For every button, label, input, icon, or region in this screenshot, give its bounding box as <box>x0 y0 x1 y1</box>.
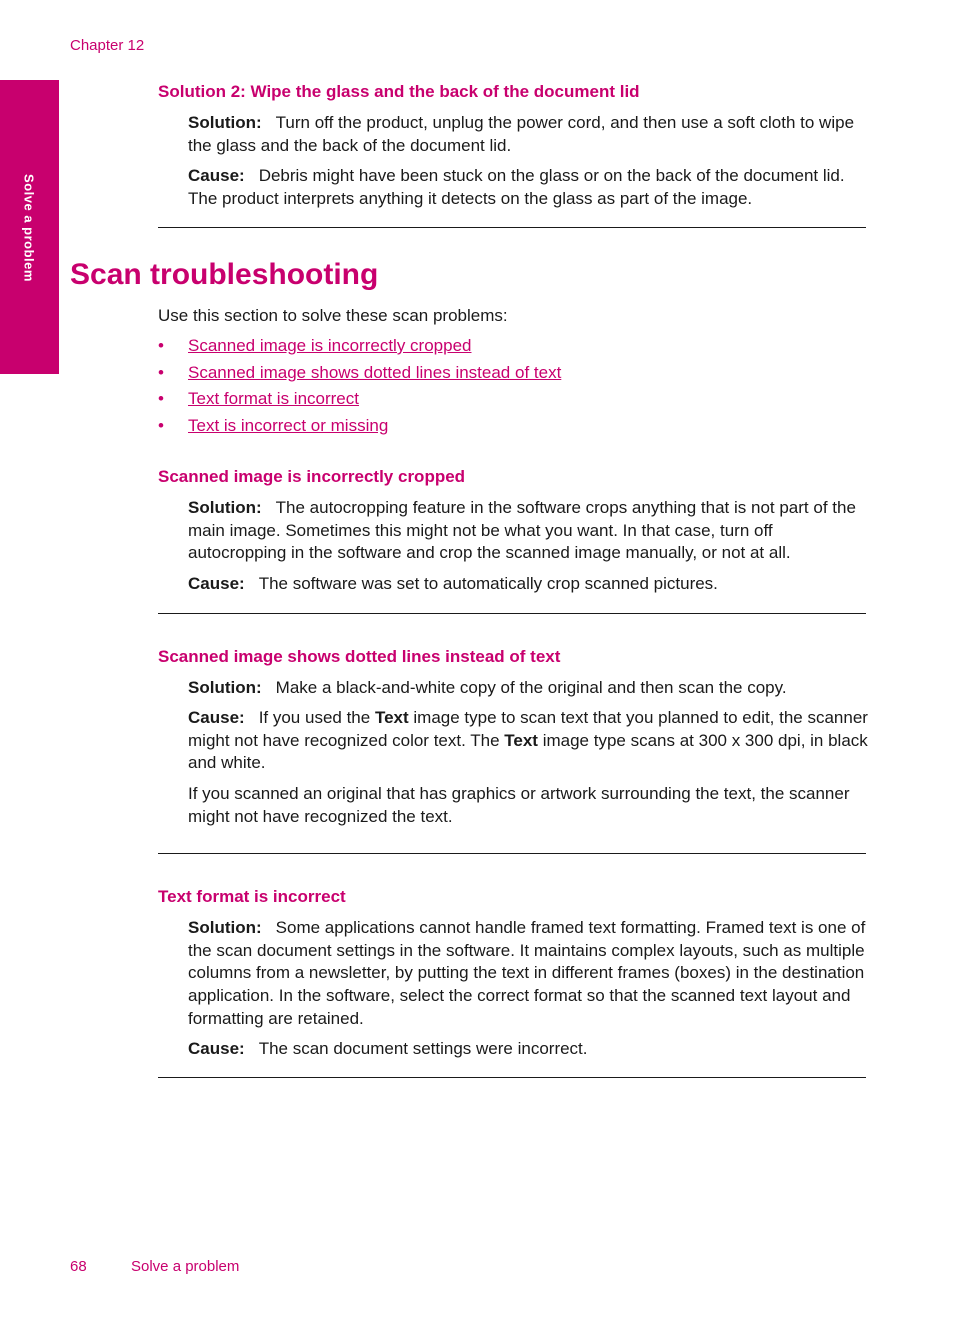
solution-label: Solution: <box>188 918 262 937</box>
dotted-solution <box>188 677 868 700</box>
section-divider <box>158 227 866 228</box>
solution-label: Solution: <box>188 678 262 697</box>
cause-label: Cause: <box>188 1039 245 1058</box>
cause-label: Cause: <box>188 166 245 185</box>
bullet-icon: • <box>158 362 164 382</box>
text-keyword: Text <box>374 708 409 727</box>
section-divider <box>158 1077 866 1078</box>
solution2-solution <box>188 112 868 157</box>
dotted-cause <box>188 707 868 775</box>
link-dotted-lines[interactable]: Scanned image shows dotted lines instead of text <box>188 362 562 382</box>
format-cause <box>188 1038 868 1061</box>
cause-label: Cause: <box>188 574 245 593</box>
solution-text: Make a black-and-white copy of the original and then scan the copy. <box>275 678 787 697</box>
cause-text-1: If you used the <box>258 708 371 727</box>
section-divider <box>158 853 866 854</box>
solution-text: Turn off the product, unplug the power cord, and then use a soft cloth to wipe the glass and the back of the document lid. <box>188 113 855 155</box>
text-keyword: Text <box>504 730 538 750</box>
page-title: Scan troubleshooting <box>70 258 379 291</box>
dotted-heading: Scanned image shows dotted lines instead of text <box>158 647 561 666</box>
solution-text: Some applications cannot handle framed text formatting. Framed text is one of the scan document settings in the software. It maintains complex layouts, such as multiple columns from a newsletter, by putting the text in different frames (boxes) in the destination application. In the software, select the correct format so that the scanned text layout and formatting are retained. <box>188 918 866 1028</box>
dotted-extra: If you scanned an original that has graphics or artwork surrounding the text, the scanner might not have recognized the text. <box>188 784 850 826</box>
cropped-cause <box>188 573 868 596</box>
cropped-solution <box>188 497 868 565</box>
cause-text: The software was set to automatically crop scanned pictures. <box>258 574 718 593</box>
link-incorrectly-cropped[interactable]: Scanned image is incorrectly cropped <box>188 336 472 355</box>
cause-label: Cause: <box>188 708 245 727</box>
format-heading: Text format is incorrect <box>158 887 346 906</box>
cause-text-3: image type scans at 300 x 300 dpi, in black and white. <box>188 730 868 773</box>
side-tab <box>0 80 59 374</box>
solution-text: The autocropping feature in the software crops anything that is not part of the main image. Sometimes this might not be what you want. In that case, turn off autocropping in the software and crop the scanned image manually, or not at all. <box>188 498 856 563</box>
bullet-icon: • <box>158 389 164 409</box>
solution2-cause <box>188 165 868 210</box>
bullet-icon: • <box>158 336 164 355</box>
bullet-icon: • <box>158 415 164 435</box>
side-tab-label: Solve a problem <box>21 174 37 282</box>
intro-text: Use this section to solve these scan problems: <box>158 306 508 325</box>
section-divider <box>158 613 866 614</box>
link-text-format[interactable]: Text format is incorrect <box>188 389 359 409</box>
cause-text: Debris might have been stuck on the glass or on the back of the document lid. The product interprets anything it detects on the glass as part of the image. <box>188 166 845 208</box>
chapter-header: Chapter 12 <box>70 37 145 54</box>
solution-label: Solution: <box>188 498 262 517</box>
cropped-heading: Scanned image is incorrectly cropped <box>158 467 466 486</box>
cause-text: The scan document settings were incorrect. <box>258 1039 588 1058</box>
cause-text-2: image type to scan text that you planned to edit, the scanner might not have recognized color text. The <box>188 708 868 750</box>
page-number: 68 <box>70 1258 87 1275</box>
footer-section: Solve a problem <box>131 1258 240 1275</box>
format-solution <box>188 917 868 1031</box>
solution-label: Solution: <box>188 113 262 132</box>
solution2-heading: Solution 2: Wipe the glass and the back of the document lid <box>158 82 640 101</box>
link-text-missing[interactable]: Text is incorrect or missing <box>188 415 389 435</box>
